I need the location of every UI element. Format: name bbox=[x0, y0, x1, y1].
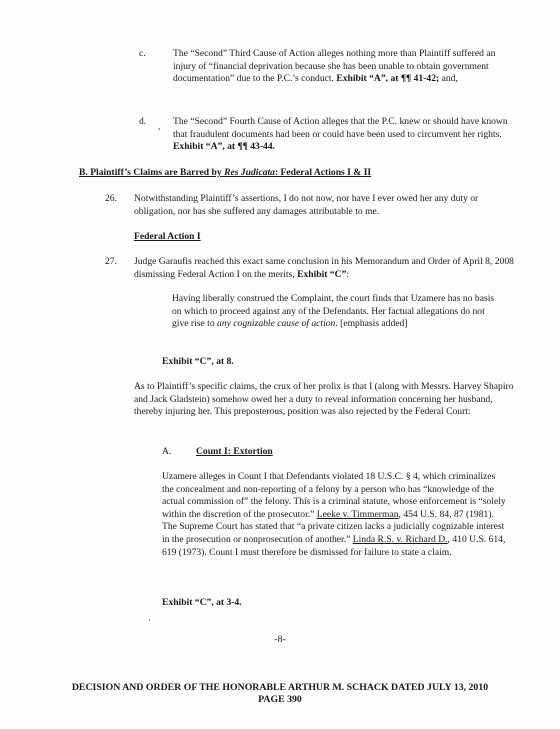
quote-2-part-2: , 454 U.S. 84, 87 (1981). The Supreme Court has stated that “a private citizen lacks a judicially cognizable interest in the prosecution or nonprosecution of another.” bbox=[162, 508, 505, 545]
footer-line-1: DECISION AND ORDER OF THE HONORABLE ARTHUR M. SCHACK DATED JULY 13, 2010 bbox=[71, 682, 489, 693]
item-d-exhibit-ref: Exhibit “A”, at ¶¶ 43-44. bbox=[173, 141, 276, 153]
quote-2-part-1: Uzamere alleges in Count I that Defendants violated 18 U.S.C. § 4, which criminalizes the concealment and non-reporting of a felony by a person who has “knowledge of the actual commission of” the felony. This is a criminal statute, whose enforcement is “solely within the discretion of the prosecutor.” bbox=[162, 471, 506, 520]
item-c-text: The “Second” Third Cause of Action alleges nothing more than Plaintiff suffered an injury of “financial deprivation because she has been unable to obtain government documentation” due to the P.C.’s conduct. bbox=[173, 48, 496, 85]
citation-exhibit-c-3-4: Exhibit “C”, at 3-4. bbox=[162, 597, 242, 608]
quote-2-case-leeke: Leeke v. Timmerman bbox=[316, 508, 399, 520]
quote-2-case-linda: Linda R.S. v. Richard D. bbox=[352, 533, 448, 545]
quote-1-tail: . [emphasis added] bbox=[335, 318, 408, 330]
paragraph-number-27: 27. bbox=[105, 256, 117, 267]
paragraph-27-tail: : bbox=[346, 268, 350, 280]
footer-line-2: PAGE 390 bbox=[258, 694, 302, 705]
paragraph-number-26: 26. bbox=[105, 193, 117, 204]
federal-action-heading: Federal Action I bbox=[134, 231, 201, 242]
block-quote-2 bbox=[162, 471, 507, 559]
citation-exhibit-c-8: Exhibit “C”, at 8. bbox=[162, 356, 234, 367]
paragraph-27-text: Judge Garaufis reached this exact same conclusion in his Memorandum and Order of April 8, 2008 dismissing Federal Action I on the merits, bbox=[134, 256, 514, 280]
page-number: -8- bbox=[274, 634, 286, 645]
section-b-italic: Res Judicata bbox=[224, 167, 275, 178]
scan-mark: , bbox=[158, 121, 161, 131]
quote-2-part-3: , 410 U.S. 614, 619 (1973). Count I must therefore be dismissed for failure to state a claim. bbox=[162, 533, 506, 558]
block-quote-1 bbox=[172, 293, 502, 331]
item-c-exhibit-ref: Exhibit “A”, at ¶¶ 41-42; bbox=[336, 73, 440, 85]
quote-1-text: Having liberally construed the Complaint, the court finds that Uzamere has no basis on which to proceed against any of the Defendants. Her factual allegations do not give rise to bbox=[172, 293, 495, 330]
scan-mark: · bbox=[148, 615, 151, 625]
item-d-text: The “Second” Fourth Cause of Action alleges that the P.C. knew or should have known that fraudulent documents had been or could have been used to circumvent her rights. bbox=[173, 116, 508, 140]
count-i-heading: Count I: Extortion bbox=[196, 446, 273, 457]
count-letter: A. bbox=[162, 446, 172, 457]
section-b-heading bbox=[79, 167, 519, 180]
quote-1-emphasis: any cognizable cause of action bbox=[217, 318, 336, 330]
section-b-suffix: : Federal Actions I & II bbox=[274, 167, 372, 178]
item-c-paragraph bbox=[173, 48, 513, 86]
section-b-prefix: B. Plaintiff’s Claims are Barred by bbox=[79, 167, 225, 178]
paragraph-27 bbox=[134, 256, 519, 281]
item-c-tail: and, bbox=[439, 73, 458, 85]
paragraph-specific-claims: As to Plaintiff’s specific claims, the crux of her prolix is that I (along with Messrs. Harvey Shapiro and Jack Gladstein) somehow owed her a duty to reveal information concerning her husband, thereby injuring her. This preposterous, position was also rejected by the Federal Court: bbox=[134, 381, 514, 418]
list-letter-d: d. bbox=[139, 116, 147, 127]
paragraph-26: Notwithstanding Plaintiff’s assertions, I do not now, nor have I ever owed her any duty or obligation, nor has she suffered any damages attributable to me. bbox=[134, 193, 479, 217]
item-d-paragraph bbox=[173, 116, 513, 154]
paragraph-27-exhibit-ref: Exhibit “C” bbox=[297, 268, 347, 280]
list-letter-c: c. bbox=[139, 48, 146, 59]
